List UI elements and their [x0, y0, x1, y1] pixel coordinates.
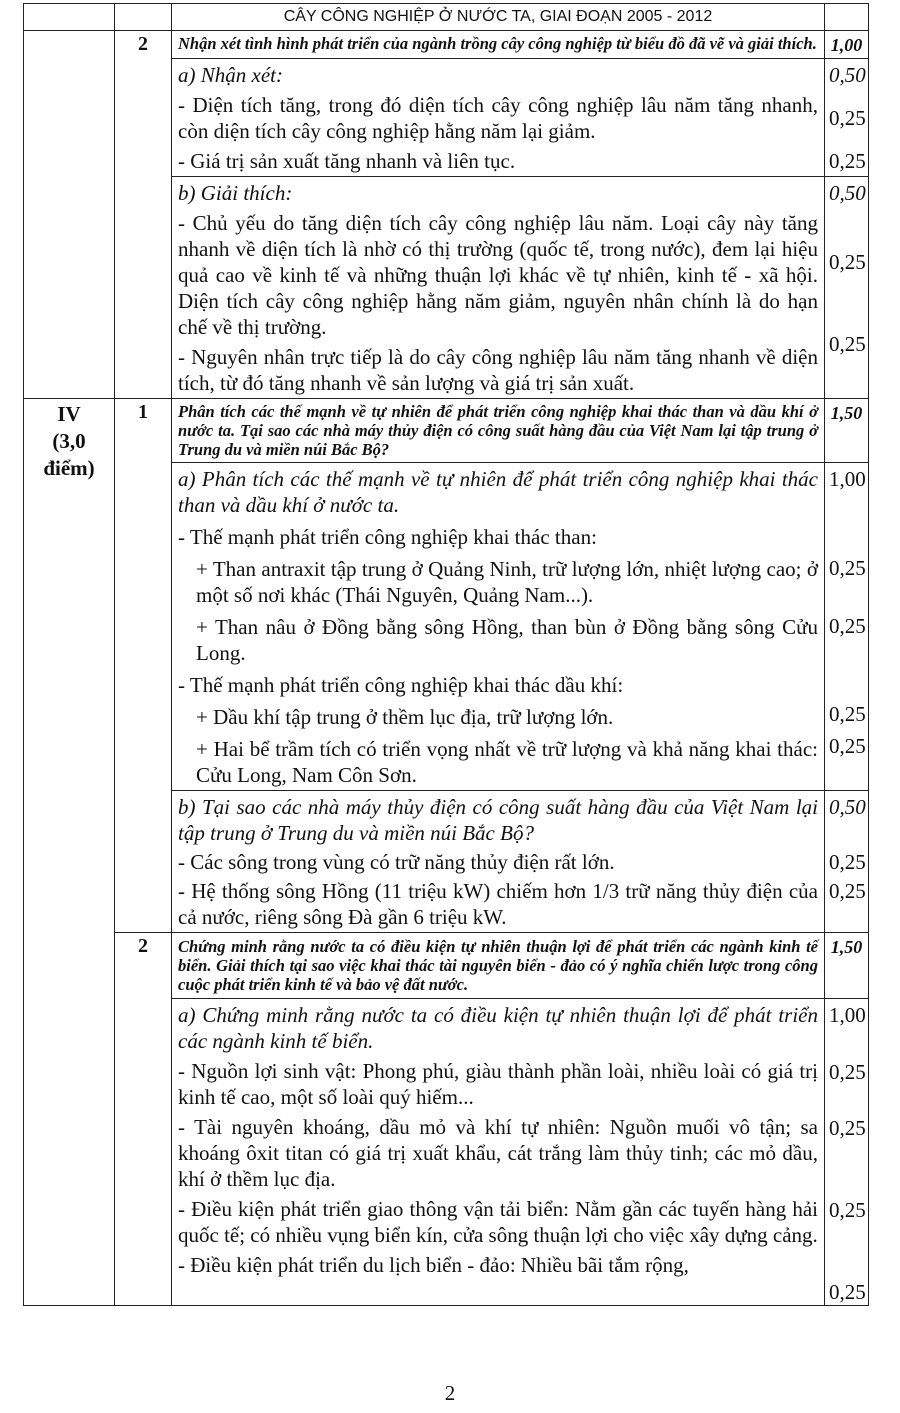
subquestion-text: Chứng minh rằng nước ta có điều kiện tự nhiên thuận lợi để phát triển các ngành kinh tế biển. Giải thích tại sao việc khai thác tài nguyên biển - đảo có ý nghĩa chiến lược trong công cuộc phát triển kinh tế và bảo vệ đất nước.	[172, 933, 825, 999]
subquestion-text: Nhận xét tình hình phát triển của ngành trồng cây công nghiệp từ biểu đồ đã vẽ và giải thích.	[172, 31, 825, 59]
score: 0,25	[829, 1060, 866, 1084]
answer-line: - Nguồn lợi sinh vật: Phong phú, giàu thành phần loài, nhiều loài có giá trị kinh tế cao, một số loài quý hiếm...	[178, 1059, 818, 1109]
score: 0,25	[829, 1198, 866, 1222]
score: 1,00	[829, 467, 866, 491]
answer-line: - Điều kiện phát triển du lịch biển - đảo: Nhiều bãi tắm rộng,	[178, 1253, 689, 1277]
empty-cell	[825, 4, 869, 31]
part-b-label: b) Tại sao các nhà máy thủy điện có công suất hàng đầu của Việt Nam lại tập trung ở Trung du và miền núi Bắc Bộ?	[178, 795, 818, 845]
answer-line: + Dầu khí tập trung ở thềm lục địa, trữ lượng lớn.	[196, 705, 614, 729]
empty-cell	[24, 4, 115, 31]
answer-line: - Chủ yếu do tăng diện tích cây công nghiệp lâu năm. Loại cây này tăng nhanh về diện tích là nhờ có thị trường (quốc tế, trong nước), đem lại hiệu quả cao về kinh tế và những thuận lợi khác về tự nhiên, kinh tế - xã hội. Diện tích cây công nghiệp hằng năm giảm, nguyên nhân chính là do hạn chế về thị trường.	[178, 211, 818, 339]
question-points: (3,0	[52, 429, 86, 453]
q3-2-question-row	[24, 31, 869, 59]
score: 0,25	[829, 702, 866, 726]
part-a-label: a) Phân tích các thế mạnh về tự nhiên để phát triển công nghiệp khai thác than và dầu khí ở nước ta.	[178, 467, 818, 517]
title-row	[24, 4, 869, 31]
score: 0,50	[829, 795, 866, 819]
part-a-cell	[172, 59, 825, 177]
part-b-scores	[825, 177, 869, 399]
score: 0,25	[829, 106, 866, 130]
answer-line: + Hai bể trầm tích có triển vọng nhất về trữ lượng và khả năng khai thác: Cửu Long, Nam Côn Sơn.	[196, 737, 818, 787]
answer-line: + Than nâu ở Đồng bằng sông Hồng, than bùn ở Đồng bằng sông Cửu Long.	[196, 615, 818, 665]
score: 1,00	[829, 1003, 866, 1027]
question-iv-cell	[24, 399, 115, 1306]
part-b-cell	[172, 177, 825, 399]
part-a-scores	[825, 463, 869, 791]
score: 0,50	[829, 181, 866, 205]
part-b-label: b) Giải thích:	[178, 181, 293, 205]
score: 0,50	[829, 63, 866, 87]
score: 0,25	[829, 734, 866, 758]
subquestion-score: 1,00	[825, 31, 869, 59]
answer-table	[23, 3, 869, 1306]
question-roman: IV	[57, 402, 81, 426]
part-a-label: a) Chứng minh rằng nước ta có điều kiện tự nhiên thuận lợi để phát triển các ngành kinh tế biển.	[178, 1003, 818, 1053]
part-a-scores	[825, 59, 869, 177]
question-points: điểm)	[43, 456, 95, 480]
answer-line: - Giá trị sản xuất tăng nhanh và liên tục.	[178, 149, 516, 173]
score: 0,25	[829, 614, 866, 638]
empty-cell	[115, 4, 172, 31]
answer-line: - Thế mạnh phát triển công nghiệp khai thác than:	[178, 525, 597, 549]
answer-line: + Than antraxit tập trung ở Quảng Ninh, trữ lượng lớn, nhiệt lượng cao; ở một số nơi khác (Thái Nguyên, Quảng Nam...).	[196, 557, 818, 607]
score: 0,25	[829, 556, 866, 580]
part-a-scores	[825, 999, 869, 1306]
part-a-cell	[172, 999, 825, 1306]
question-group-cell	[24, 31, 115, 399]
subquestion-score: 1,50	[825, 399, 869, 463]
score: 0,25	[829, 1280, 866, 1304]
subquestion-number: 2	[115, 933, 172, 1306]
q4-1-question-row	[24, 399, 869, 463]
answer-line: - Nguyên nhân trực tiếp là do cây công nghiệp lâu năm tăng nhanh về diện tích, từ đó tăng nhanh về sản lượng và giá trị sản xuất.	[178, 345, 818, 395]
score: 0,25	[829, 332, 866, 356]
part-a-label: a) Nhận xét:	[178, 63, 283, 87]
chart-title: CÂY CÔNG NGHIỆP Ở NƯỚC TA, GIAI ĐOẠN 2005 - 2012	[172, 4, 825, 31]
answer-line: - Diện tích tăng, trong đó diện tích cây công nghiệp lâu năm tăng nhanh, còn diện tích cây công nghiệp hằng năm lại giảm.	[178, 93, 818, 143]
score: 0,25	[829, 250, 866, 274]
answer-line: - Các sông trong vùng có trữ năng thủy điện rất lớn.	[178, 850, 615, 874]
subquestion-text: Phân tích các thế mạnh về tự nhiên để phát triển công nghiệp khai thác than và dầu khí ở nước ta. Tại sao các nhà máy thủy điện có công suất hàng đầu của Việt Nam lại tập trung ở Trung du và miền núi Bắc Bộ?	[172, 399, 825, 463]
score: 0,25	[829, 850, 866, 874]
answer-line: - Tài nguyên khoáng, dầu mỏ và khí tự nhiên: Nguồn muối vô tận; sa khoáng ôxit titan có giá trị xuất khẩu, cát trắng làm thủy tinh; các mỏ dầu, khí ở thềm lục địa.	[178, 1115, 818, 1191]
score: 0,25	[829, 879, 866, 903]
page-number: 2	[444, 1381, 456, 1405]
score: 0,25	[829, 149, 866, 173]
subquestion-number: 2	[115, 31, 172, 399]
part-b-scores	[825, 791, 869, 933]
subquestion-number: 1	[115, 399, 172, 933]
score: 0,25	[829, 1116, 866, 1140]
subquestion-score: 1,50	[825, 933, 869, 999]
answer-line: - Hệ thống sông Hồng (11 triệu kW) chiếm hơn 1/3 trữ năng thủy điện của cả nước, riêng sông Đà gần 6 triệu kW.	[178, 879, 818, 929]
part-a-cell	[172, 463, 825, 791]
answer-line: - Điều kiện phát triển giao thông vận tải biển: Nằm gần các tuyến hàng hải quốc tế; có nhiều vụng biển kín, cửa sông thuận lợi cho việc xây dựng cảng.	[178, 1197, 818, 1247]
answer-line: - Thế mạnh phát triển công nghiệp khai thác dầu khí:	[178, 673, 624, 697]
part-b-cell	[172, 791, 825, 933]
q4-2-question-row	[24, 933, 869, 999]
